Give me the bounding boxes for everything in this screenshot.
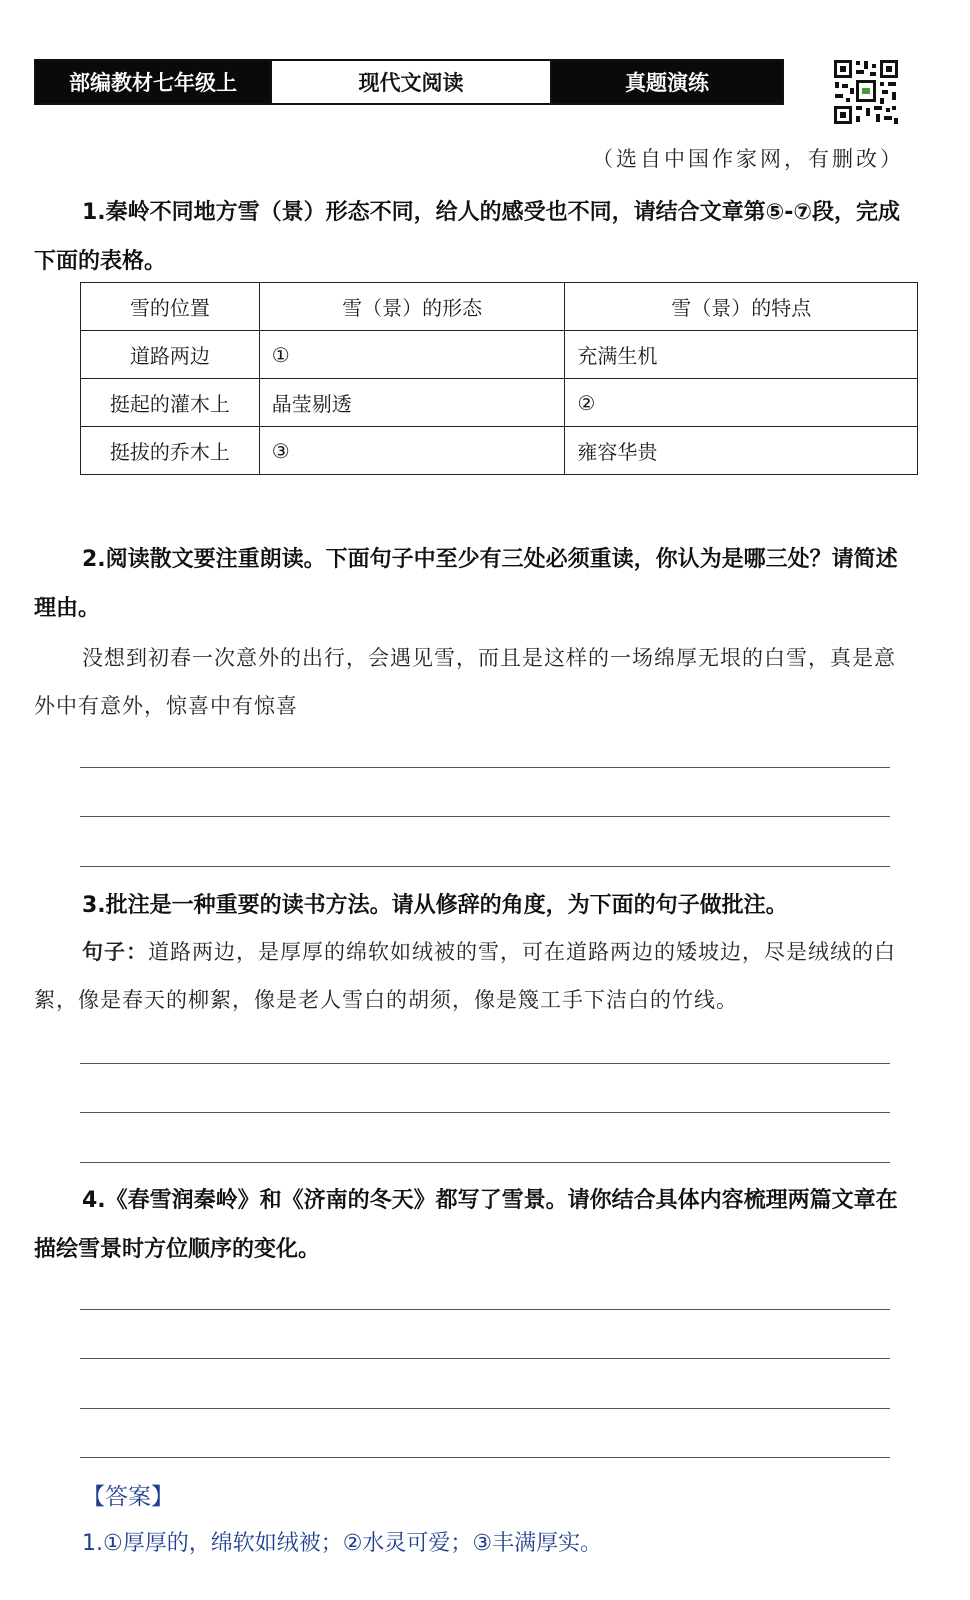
answer-line[interactable] [80, 1309, 890, 1310]
table-row [81, 379, 918, 427]
header-grade-label: 部编教材七年级上 [36, 61, 270, 103]
question-4-text: 4.《春雪润秦岭》和《济南的冬天》都写了雪景。请你结合具体内容梳理两篇文章在描绘雪景时方位顺序的变化。 [34, 1188, 898, 1262]
table-header-cell: 雪的位置 [81, 283, 260, 331]
sentence-label: 句子： [82, 940, 148, 964]
table-header-row [81, 283, 918, 331]
table-cell: 道路两边 [81, 331, 260, 379]
answer-line[interactable] [80, 866, 890, 867]
question-3-text: 3.批注是一种重要的读书方法。请从修辞的角度，为下面的句子做批注。 [82, 893, 788, 918]
header-section-label: 现代文阅读 [270, 61, 552, 103]
header-practice-label: 真题演练 [552, 61, 782, 103]
question-2-text: 2.阅读散文要注重朗读。下面句子中至少有三处必须重读，你认为是哪三处？请简述理由。 [34, 547, 898, 621]
answer-line[interactable] [80, 1063, 890, 1064]
answer-line[interactable] [80, 1112, 890, 1113]
answer-line[interactable] [80, 1162, 890, 1163]
table-cell: ② [565, 379, 918, 427]
header-bar [34, 59, 784, 105]
answer-line-1: 1.①厚厚的，绵软如绒被；②水灵可爱；③丰满厚实。 [82, 1531, 603, 1556]
table-cell: 晶莹剔透 [259, 379, 565, 427]
table-cell: 雍容华贵 [565, 427, 918, 475]
question-2-passage: 没想到初春一次意外的出行，会遇见雪，而且是这样的一场绵厚无垠的白雪，真是意外中有意外，惊喜中有惊喜 [34, 646, 896, 718]
table-cell: ① [259, 331, 565, 379]
table-row [81, 331, 918, 379]
snow-table [80, 282, 918, 475]
answer-line[interactable] [80, 816, 890, 817]
answer-line[interactable] [80, 1408, 890, 1409]
table-cell: 挺起的灌木上 [81, 379, 260, 427]
sentence-text: 道路两边，是厚厚的绵软如绒被的雪，可在道路两边的矮坡边，尽是绒绒的白絮，像是春天的柳絮，像是老人雪白的胡须，像是篾工手下洁白的竹线。 [34, 940, 896, 1012]
answer-title: 【答案】 [82, 1484, 174, 1510]
table-row [81, 427, 918, 475]
table-cell: 充满生机 [565, 331, 918, 379]
table-header-cell: 雪（景）的特点 [565, 283, 918, 331]
source-note: （选自中国作家网，有删改） [592, 147, 904, 171]
question-1-text: 1.秦岭不同地方雪（景）形态不同，给人的感受也不同，请结合文章第⑤-⑦段，完成下面的表格。 [34, 200, 901, 274]
answer-line[interactable] [80, 767, 890, 768]
table-cell: ③ [259, 427, 565, 475]
answer-line[interactable] [80, 1457, 890, 1458]
answer-line[interactable] [80, 1358, 890, 1359]
table-header-cell: 雪（景）的形态 [259, 283, 565, 331]
question-3-sentence [34, 928, 914, 1024]
table-cell: 挺拔的乔木上 [81, 427, 260, 475]
qr-code-icon [832, 58, 900, 126]
